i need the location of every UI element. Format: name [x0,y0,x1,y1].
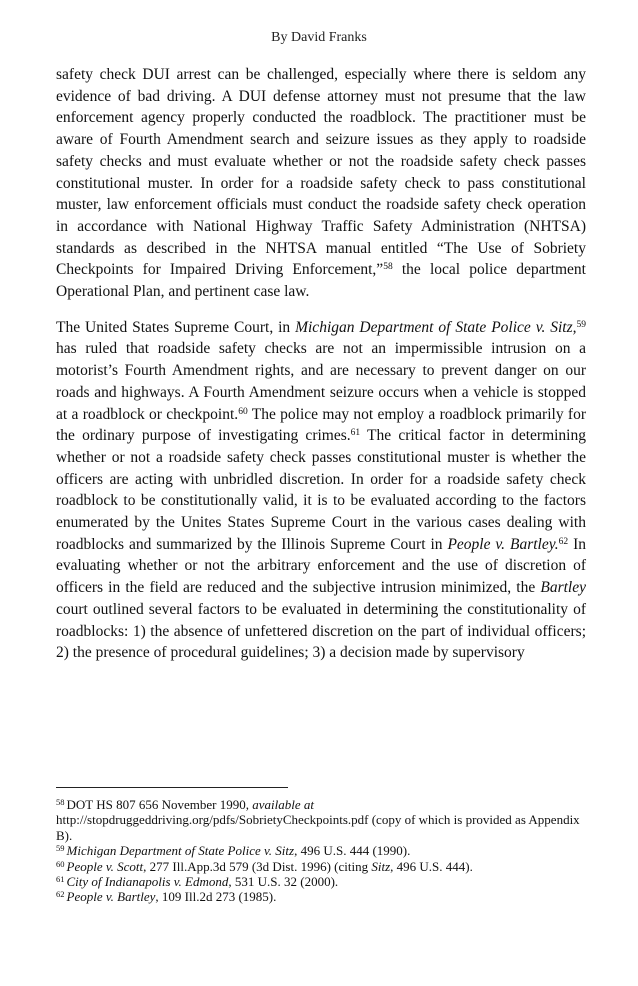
footnote-ref-60[interactable]: 60 [238,406,248,417]
footnote-italic: Sitz [371,858,391,874]
footnote-italic: People v. Scott [66,858,144,874]
case-name-bartley-short: Bartley [540,579,586,597]
paragraph-2-s3: The police may not employ a roadblock primarily for the ordinary purpose of investigating crimes. [56,405,586,445]
footnote-number: 58 [56,797,65,807]
footnote-ref-59[interactable]: 59 [576,319,586,330]
footnote-text-url: http://stopdruggeddriving.org/pdfs/SobrietyCheckpoints.pdf (copy of which is provided as Appendix B). [56,812,580,843]
footnote-ref-61[interactable]: 61 [350,428,361,439]
footnote-text: , 496 U.S. 444). [390,858,473,874]
footnote-text: , 531 U.S. 32 (2000). [228,874,339,890]
case-name-sitz: Michigan Department of State Police v. Sitz, [295,318,577,336]
paragraph-2-s2: has ruled that roadside safety checks are not an impermissible intrusion on a motorist’s Fourth Amendment rights, and are necessary to prevent danger on our roads and highways. A Fourth Amendment seizure occurs when a vehicle is stopped at a roadblock or checkpoint. [56,340,586,423]
footnotes [56,797,586,905]
paragraph-1-text: safety check DUI arrest can be challenged, especially where there is seldom any evidence of bad driving. A DUI defense attorney must not presume that the law enforcement agency properly conducted the roadblock. The practitioner must be aware of Fourth Amendment search and seizure issues as they apply to roadside safety checks and must evaluate whether or not the roadside safety check passes constitutional muster. In order for a roadside safety check to pass constitutional muster, law enforcement officials must conduct the roadside safety check operation in accordance with National Highway Traffic Safety Administration (NHTSA) standards as described in the NHTSA manual entitled “The Use of Sobriety Checkpoints for Impaired Driving Enforcement,” [56,66,586,279]
footnote-text: DOT HS 807 656 November 1990, [66,797,253,812]
footnote-italic: available at [252,797,314,812]
body-text [56,64,586,664]
paragraph-2-s4: The critical factor in determining whether or not a roadside safety check passes constitutional muster is whether the officers are acting with unbridled discretion. In order for a roadside safety check roadblock to be constitutionally valid, it is to be evaluated according to the factors enumerated by the Unites States Supreme Court in the various cases dealing with roadblocks and summarized by the Illinois Supreme Court in [56,427,586,553]
footnote-ref-62[interactable]: 62 [558,536,569,547]
paragraph-2-s5: In evaluating whether or not the arbitrary enforcement and the use of discretion of officers in the field are reduced and the subjective intrusion minimized, the [56,535,586,597]
footnote-text: , 109 Ill.2d 273 (1985). [155,889,277,905]
footnote-59 [56,843,586,858]
paragraph-1 [56,64,586,303]
footnote-text: , 277 Ill.App.3d 579 (3d Dist. 1996) (citing [143,858,372,874]
paragraph-2-s1: The United States Supreme Court, in [56,318,296,336]
case-name-bartley: People v. Bartley. [447,535,559,553]
footnote-number: 59 [56,843,65,854]
paragraph-1-text-end: the local police department Operational Plan, and pertinent case law. [56,261,586,301]
footnote-italic: City of Indianapolis v. Edmond [66,874,229,890]
footnote-ref-58[interactable]: 58 [383,262,393,273]
footnote-text: , 496 U.S. 444 (1990). [294,843,411,859]
footnote-58 [56,797,586,843]
footnote-divider [56,787,288,788]
paragraph-2 [56,317,586,664]
footnote-number: 62 [56,889,65,900]
footnote-number: 60 [56,858,65,869]
footnote-60 [56,859,586,874]
footnote-62 [56,889,586,904]
footnote-italic: Michigan Department of State Police v. Sitz [66,843,295,859]
footnote-61 [56,874,586,889]
footnote-italic: People v. Bartley [66,889,156,905]
running-header: By David Franks [271,30,367,45]
footnote-number: 61 [56,874,65,885]
paragraph-2-s6: court outlined several factors to be evaluated in determining the constitutionality of roadblocks: 1) the absence of unfettered discretion on the part of individual officers; 2) the presence of procedural guidelines; 3) a decision made by supervisory [56,600,586,662]
